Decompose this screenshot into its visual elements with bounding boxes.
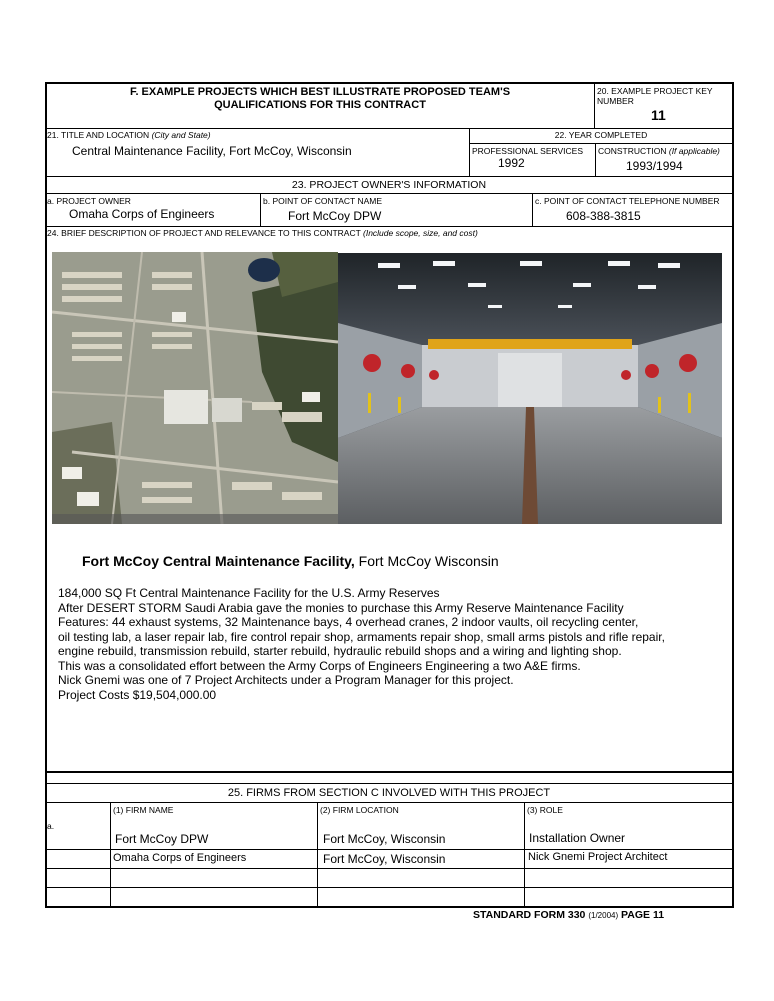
project-heading [82,553,499,569]
firm-location-cell: Fort McCoy, Wisconsin [323,832,446,846]
description-line: After DESERT STORM Saudi Arabia gave the monies to purchase this Army Reserve Maintenance Facility [58,600,624,615]
description-line: engine rebuild, transmission rebuild, starter rebuild, hydraulic rebuild shops and a wiring and lighting shop. [58,644,622,658]
contact-phone-label: c. POINT OF CONTACT TELEPHONE NUMBER [535,196,720,206]
contact-name-value: Fort McCoy DPW [288,209,382,223]
project-owner-label: a. PROJECT OWNER [47,196,131,206]
professional-services-label: PROFESSIONAL SERVICES [472,146,584,156]
form-date: (1/2004) [588,911,619,920]
title-location-value: Central Maintenance Facility, Fort McCoy, Wisconsin [72,144,352,158]
description-line: 184,000 SQ Ft Central Maintenance Facility for the U.S. Army Reserves [58,586,440,600]
description-line: Features: 44 exhaust systems, 32 Maintenance bays, 4 overhead cranes, 2 indoor vaults, oil recycling center, [58,615,639,629]
contact-phone-value: 608-388-3815 [566,209,641,223]
title-location-label-text: 21. TITLE AND LOCATION [47,130,150,140]
project-heading-location: Fort McCoy Wisconsin [354,553,499,569]
aerial-site-photo [52,252,338,524]
project-key-label-line1: 20. EXAMPLE PROJECT KEY [597,86,713,96]
firm-location-cell: Fort McCoy, Wisconsin [323,852,446,866]
project-owner-value: Omaha Corps of Engineers [69,207,215,221]
title-location-label-hint: (City and State) [151,130,211,140]
project-heading-bold: Fort McCoy Central Maintenance Facility, [82,553,355,569]
description-line: oil testing lab, a laser repair lab, fire control repair shop, armaments repair shop, small arms pistols and rifle repair, [58,629,665,644]
year-completed-label: 22. YEAR COMPLETED [554,130,648,140]
section-title [46,86,594,112]
firms-section-label: 25. FIRMS FROM SECTION C INVOLVED WITH THIS PROJECT [227,787,551,799]
firm-role-cell: Installation Owner [529,831,626,845]
title-location-label [47,130,211,140]
construction-label-text: CONSTRUCTION [598,146,667,156]
firm-location-column-header: (2) FIRM LOCATION [320,805,399,815]
project-key-label-line2: NUMBER [597,96,634,106]
section-title-line2: QUALIFICATIONS FOR THIS CONTRACT [214,99,426,111]
project-description [58,586,665,702]
professional-services-year: 1992 [498,156,525,170]
description-line: Nick Gnemi was one of 7 Project Architects under a Program Manager for this project. [58,673,514,687]
firm-role-cell: Nick Gnemi Project Architect [528,851,668,863]
description-label-hint: (Include scope, size, and cost) [363,228,478,238]
project-key-number: 11 [651,107,666,123]
construction-label [598,146,720,156]
form-footer [473,909,664,921]
row-marker: a. [47,821,55,831]
maintenance-bay-interior-photo [338,253,722,524]
owner-section-label: 23. PROJECT OWNER'S INFORMATION [291,179,487,191]
firm-name-cell: Omaha Corps of Engineers [113,852,247,864]
role-column-header: (3) ROLE [527,805,563,815]
description-label [47,228,478,238]
project-key-label [597,86,713,106]
contact-name-label: b. POINT OF CONTACT NAME [263,196,383,206]
page-number: PAGE 11 [621,909,665,921]
form-name: STANDARD FORM 330 [473,909,586,921]
firm-name-column-header: (1) FIRM NAME [113,805,174,815]
construction-year: 1993/1994 [626,159,683,173]
description-line: Project Costs $19,504,000.00 [58,687,217,702]
section-title-line1: F. EXAMPLE PROJECTS WHICH BEST ILLUSTRATE PROPOSED TEAM'S [129,86,511,98]
firm-name-cell: Fort McCoy DPW [115,832,209,846]
construction-label-hint: (If applicable) [668,146,720,156]
description-line: This was a consolidated effort between the Army Corps of Engineers Engineering a two A&E firms. [58,658,581,673]
description-label-text: 24. BRIEF DESCRIPTION OF PROJECT AND RELEVANCE TO THIS CONTRACT [47,228,361,238]
